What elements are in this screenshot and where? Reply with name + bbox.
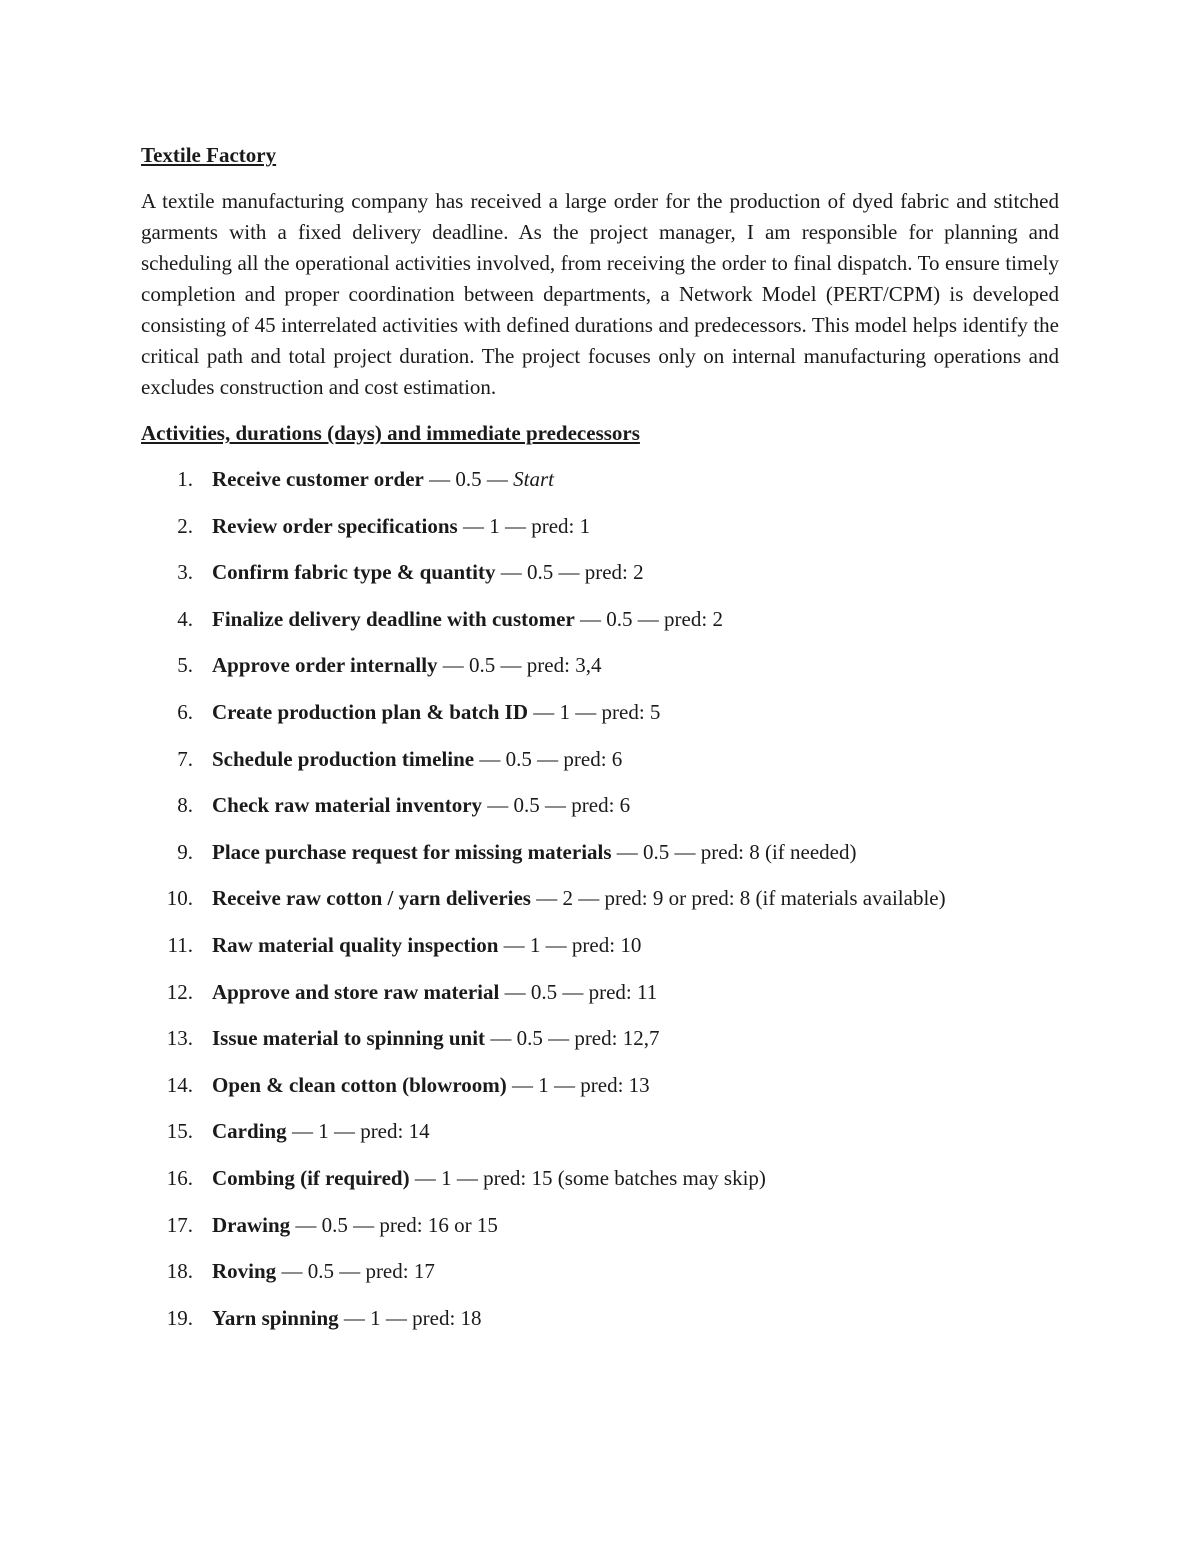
activity-name: Combing (if required) [212, 1165, 410, 1190]
activity-name: Issue material to spinning unit [212, 1026, 486, 1051]
list-item-number: 6. [177, 699, 193, 724]
activity-duration-pred: — 0.5 — pred: 12,7 [485, 1026, 660, 1051]
list-item-number: 7. [177, 746, 193, 771]
list-item [141, 790, 1059, 821]
intro-paragraph: A textile manufacturing company has received a large order for the production of dyed fabric and stitched garments with a fixed delivery deadline. As the project manager, I am responsible for planning and scheduling all the operational activities involved, from receiving the order to final dispatch. To ensure timely completion and proper coordination between departments, a Network Model (PERT/CPM) is developed consisting of 45 interrelated activities with defined durations and predecessors. This model helps identify the critical path and total project duration. The project focuses only on internal manufacturing operations and excludes construction and cost estimation. [141, 189, 1059, 399]
list-item [141, 650, 1059, 681]
list-item-number: 12. [166, 979, 193, 1004]
activity-duration-pred: — 2 — pred: 9 or pred: 8 (if materials available) [530, 886, 946, 911]
activity-name: Receive raw cotton / yarn deliveries [212, 886, 531, 911]
list-item-number: 14. [166, 1072, 193, 1097]
list-item [141, 1163, 1059, 1194]
list-item-number: 8. [177, 793, 193, 818]
list-item [141, 1210, 1059, 1241]
activity-name: Drawing [212, 1212, 291, 1237]
list-item [141, 464, 1059, 495]
list-item-number: 11. [167, 932, 193, 957]
list-item [141, 1023, 1059, 1054]
list-item-number: 13. [166, 1026, 193, 1051]
list-item-number: 4. [177, 606, 193, 631]
activity-name: Confirm fabric type & quantity [212, 560, 496, 585]
list-item-number: 10. [166, 886, 193, 911]
activity-name: Carding [212, 1119, 287, 1144]
list-item [141, 883, 1059, 914]
activity-name: Open & clean cotton (blowroom) [212, 1072, 507, 1097]
activity-duration-pred: — 0.5 — pred: 2 [574, 606, 723, 631]
list-item [141, 977, 1059, 1008]
activity-duration-pred: — 1 — pred: 15 (some batches may skip) [409, 1165, 766, 1190]
activity-name: Review order specifications [212, 513, 458, 538]
list-item-number: 16. [166, 1165, 193, 1190]
activity-duration-pred: — 0.5 — [423, 467, 514, 491]
activity-name: Roving [212, 1259, 277, 1284]
activity-duration-pred: — 0.5 — pred: 2 [495, 560, 644, 585]
activity-duration-pred: — 1 — pred: 10 [498, 932, 642, 957]
activity-duration-pred: — 1 — pred: 14 [286, 1119, 430, 1144]
activity-start-label: Start [513, 467, 554, 491]
activity-duration-pred: — 0.5 — pred: 6 [482, 793, 631, 818]
activity-name: Raw material quality inspection [212, 932, 499, 957]
document-title: Textile Factory [141, 143, 277, 167]
list-item-number: 1. [177, 467, 193, 491]
list-item-number: 19. [166, 1305, 193, 1330]
activity-duration-pred: — 0.5 — pred: 17 [276, 1259, 435, 1284]
activity-name: Approve and store raw material [212, 979, 500, 1004]
activity-name: Check raw material inventory [212, 793, 483, 818]
list-item [141, 837, 1059, 868]
activity-duration-pred: — 1 — pred: 1 [457, 513, 591, 538]
list-item [141, 1070, 1059, 1101]
document-page [141, 140, 1059, 1349]
activity-duration-pred: — 1 — pred: 13 [506, 1072, 650, 1097]
list-item [141, 1303, 1059, 1334]
activity-list [141, 464, 1059, 1334]
list-item-number: 18. [166, 1259, 193, 1284]
activity-duration-pred: — 0.5 — pred: 3,4 [437, 653, 602, 678]
list-item [141, 604, 1059, 635]
activity-duration-pred: — 0.5 — pred: 8 (if needed) [611, 839, 857, 864]
activity-name: Receive customer order [212, 467, 424, 491]
list-item [141, 511, 1059, 542]
activity-duration-pred: — 0.5 — pred: 11 [499, 979, 658, 1004]
list-item [141, 1256, 1059, 1287]
list-item-number: 2. [177, 513, 193, 538]
activity-name: Yarn spinning [212, 1305, 339, 1330]
section-heading: Activities, durations (days) and immediate predecessors [141, 421, 640, 445]
activity-name: Schedule production timeline [212, 746, 475, 771]
list-item [141, 697, 1059, 728]
activity-name: Place purchase request for missing materials [212, 839, 612, 864]
list-item [141, 1116, 1059, 1147]
activity-duration-pred: — 1 — pred: 18 [338, 1305, 482, 1330]
activity-name: Create production plan & batch ID [212, 699, 528, 724]
list-item [141, 930, 1059, 961]
activity-duration-pred: — 0.5 — pred: 6 [474, 746, 623, 771]
list-item-number: 15. [166, 1119, 193, 1144]
list-item-number: 3. [177, 560, 193, 585]
activity-name: Finalize delivery deadline with customer [212, 606, 575, 631]
activity-name: Approve order internally [212, 653, 438, 678]
activity-duration-pred: — 1 — pred: 5 [528, 699, 661, 724]
activity-duration-pred: — 0.5 — pred: 16 or 15 [290, 1212, 498, 1237]
list-item-number: 17. [166, 1212, 193, 1237]
list-item [141, 744, 1059, 775]
list-item-number: 5. [177, 653, 193, 678]
list-item [141, 557, 1059, 588]
list-item-number: 9. [177, 839, 193, 864]
